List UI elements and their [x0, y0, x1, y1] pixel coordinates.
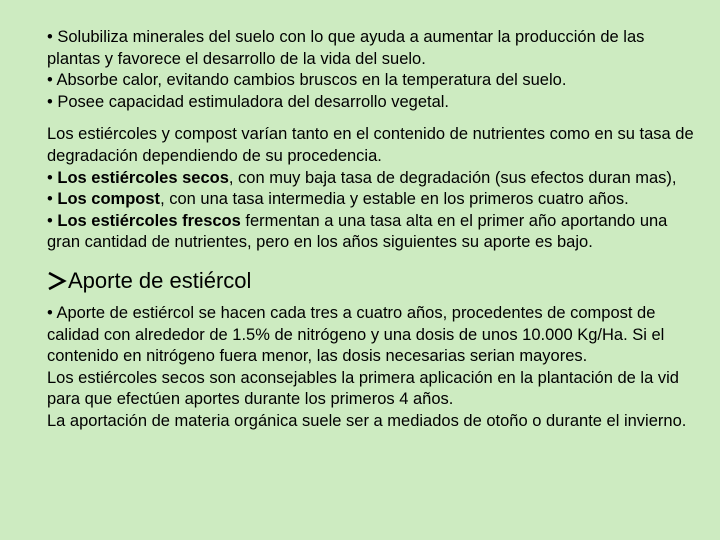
manure-types-section — [47, 124, 697, 254]
application-paragraph: • Aporte de estiércol se hacen cada tres a cuatro años, procedentes de compost de calidad con alrededor de 1.5% de nitrógeno y una dosis de unos 10.000 Kg/Ha. Si el contenido en nitrógeno fuera menor, las dosis necesarias serian mayores. — [47, 303, 665, 366]
application-paragraph: Los estiércoles secos son aconsejables la primera aplicación en la plantación de la vid para que efectúen aportes durante los primeros 4 años. — [47, 368, 679, 409]
manure-type-name: Los compost — [57, 190, 161, 209]
manure-type-name: Los estiércoles secos — [57, 168, 229, 187]
section-heading-text: Aporte de estiércol — [68, 267, 252, 293]
benefits-list — [47, 27, 697, 113]
manure-type-item — [47, 211, 697, 254]
section-heading — [47, 267, 697, 295]
bullet: • — [47, 190, 58, 209]
bullet: • — [47, 168, 58, 187]
manure-type-item — [47, 189, 697, 211]
manure-type-item — [47, 168, 697, 190]
manure-application-text — [47, 303, 697, 433]
benefit-item: • Posee capacidad estimuladora del desarrollo vegetal. — [47, 92, 450, 111]
manure-type-description: , con una tasa intermedia y estable en los primeros cuatro años. — [160, 190, 629, 209]
manure-type-description: fermentan a una tasa alta en el primer año aportando una gran cantidad de nutrientes, pero en los años siguientes su aporte es bajo. — [47, 211, 668, 252]
application-paragraph: La aportación de materia orgánica suele ser a mediados de otoño o durante el invierno. — [47, 411, 687, 430]
slide-content — [47, 27, 697, 433]
manure-intro: Los estiércoles y compost varían tanto en el contenido de nutrientes como en su tasa de degradación dependiendo de su procedencia. — [47, 125, 694, 165]
manure-type-description: , con muy baja tasa de degradación (sus efectos duran mas), — [228, 168, 677, 187]
bullet: • — [47, 211, 58, 230]
manure-type-name: Los estiércoles frescos — [57, 211, 241, 230]
benefit-item: • Absorbe calor, evitando cambios bruscos en la temperatura del suelo. — [47, 71, 567, 90]
benefit-item: • Solubiliza minerales del suelo con lo que ayuda a aumentar la producción de las plantas y favorece el desarrollo de la vida del suelo. — [47, 28, 645, 68]
arrow-bullet-icon — [47, 271, 67, 291]
